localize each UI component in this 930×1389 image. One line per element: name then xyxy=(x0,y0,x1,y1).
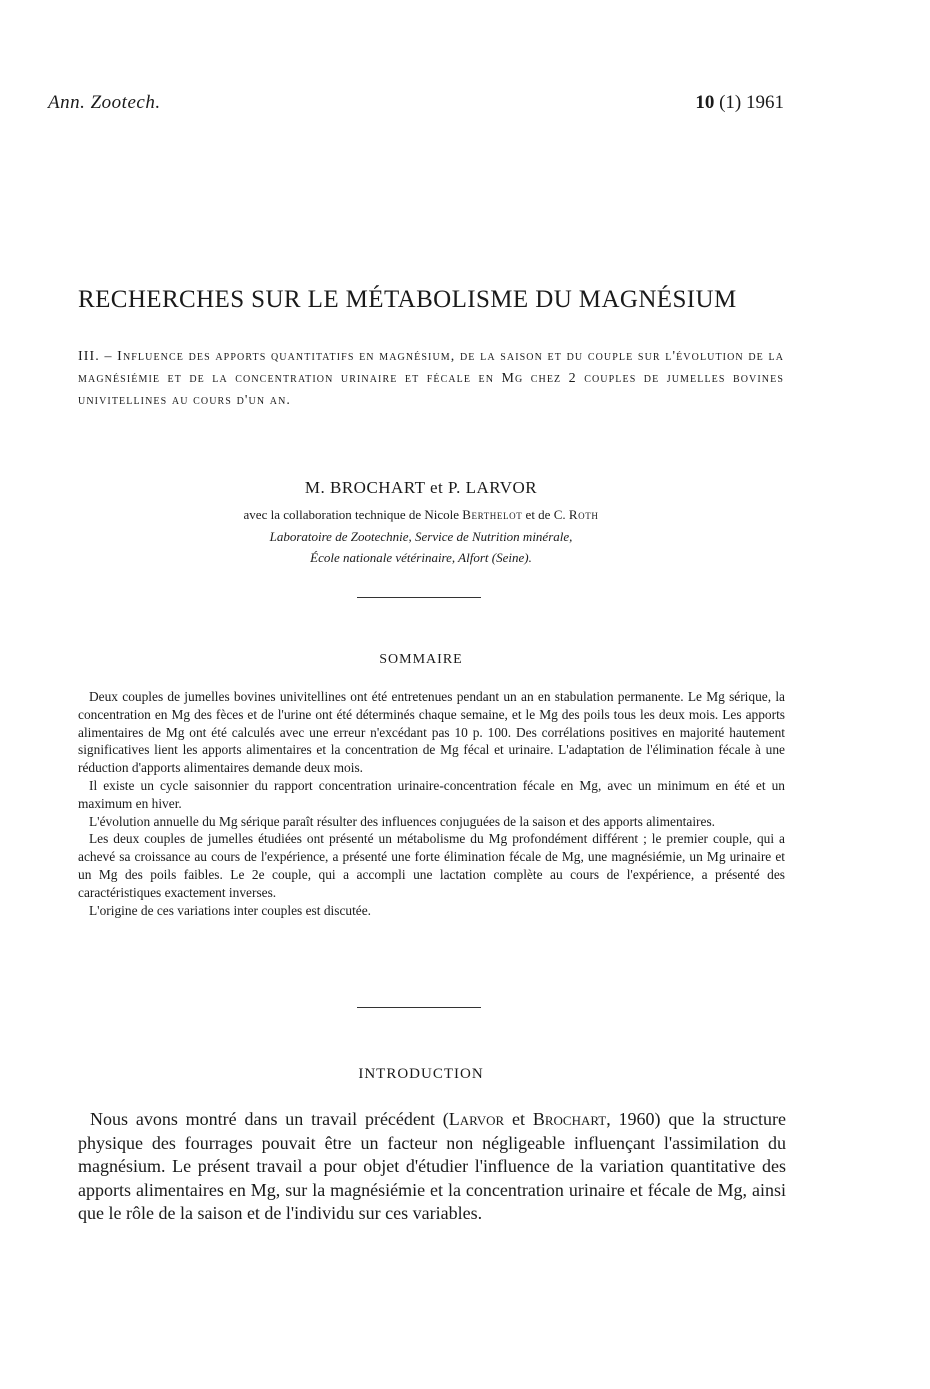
collab-prefix: avec la collaboration technique de Nicole xyxy=(243,507,463,522)
collab-name-1: Berthelot xyxy=(462,507,523,522)
institution-line-1: Laboratoire de Zootechnie, Service de Nutrition minérale, xyxy=(269,529,573,544)
collaboration-line xyxy=(0,507,842,523)
abstract xyxy=(78,688,785,919)
separator-rule xyxy=(357,1007,481,1008)
abstract-paragraph: L'évolution annuelle du Mg sérique paraît résulter des influences conjuguées de la saison et des apports alimentaires. xyxy=(89,813,715,829)
journal-name: Ann. Zootech. xyxy=(48,92,161,113)
introduction-paragraph xyxy=(78,1108,786,1226)
authors: M. BROCHART et P. LARVOR xyxy=(304,478,538,497)
citation-author-2: Brochart xyxy=(532,1109,607,1129)
volume-issue xyxy=(695,92,784,114)
abstract-paragraph: Deux couples de jumelles bovines univitellines ont été entretenues pendant un an en stabulation permanente. Le Mg sérique, la concentration en Mg des fèces et de l'urine ont été déterminés chaque semaine, et le Mg des poils tous les deux mois. Les apports alimentaires de Mg ont été calculés avec une erreur n'excédant pas 10 p. 100. Des corrélations positives en majorité hautement significatives lient les apports alimentaires et la concentration de Mg fécal et urinaire. L'adaptation de l'élimination fécale à une réduction d'apports alimentaires demande deux mois. xyxy=(78,689,785,776)
introduction-heading: INTRODUCTION xyxy=(358,1066,484,1082)
introduction-body xyxy=(78,1108,786,1226)
article-title: RECHERCHES SUR LE MÉTABOLISME DU MAGNÉSIUM xyxy=(78,286,737,313)
intro-text-before: Nous avons montré dans un travail précédent ( xyxy=(90,1109,449,1129)
citation-author-1: Larvor xyxy=(448,1109,505,1129)
volume-number: 10 xyxy=(695,92,715,113)
intro-text-mid: et xyxy=(504,1109,533,1129)
collab-name-2: Roth xyxy=(568,507,599,522)
collab-middle: et de C. xyxy=(522,507,569,522)
issue-year: (1) 1961 xyxy=(719,92,784,113)
sommaire-heading: SOMMAIRE xyxy=(379,652,463,667)
article-subtitle: III. – Influence des apports quantitatifs en magnésium, de la saison et du couple sur l'évolution de la magnésiémie et de la concentration urinaire et fécale en Mg chez 2 couples de jumelles bovines univitellines au cours d'un an. xyxy=(78,349,785,408)
abstract-paragraph: Les deux couples de jumelles étudiées ont présenté un métabolisme du Mg profondément différent ; le premier couple, qui a achevé sa croissance au cours de l'expérience, a présenté une forte élimination fécale de Mg, une magnésiémie, un Mg urinaire et un Mg des poils faibles. Le 2e couple, qui a accompli une lactation complète au cours de l'expérience, a présenté des caractéristiques exactement inverses. xyxy=(78,831,785,900)
abstract-paragraph: L'origine de ces variations inter couples est discutée. xyxy=(89,902,372,918)
institution-line-2: École nationale vétérinaire, Alfort (Seine). xyxy=(310,550,532,565)
separator-rule xyxy=(357,597,481,598)
intro-text-after: , 1960) que la structure physique des fourrages pouvait être un facteur non négligeable influençant l'assimilation du magnésium. Le présent travail a pour objet d'étudier l'influence de la variation quantitative des apports alimentaires en Mg, sur la magnésiémie et la concentration urinaire et fécale de Mg, ainsi que le rôle de la saison et de l'individu sur ces variables. xyxy=(78,1109,786,1224)
abstract-paragraph: Il existe un cycle saisonnier du rapport concentration urinaire-concentration fécale en Mg, avec un minimum en été et un maximum en hiver. xyxy=(78,777,785,811)
